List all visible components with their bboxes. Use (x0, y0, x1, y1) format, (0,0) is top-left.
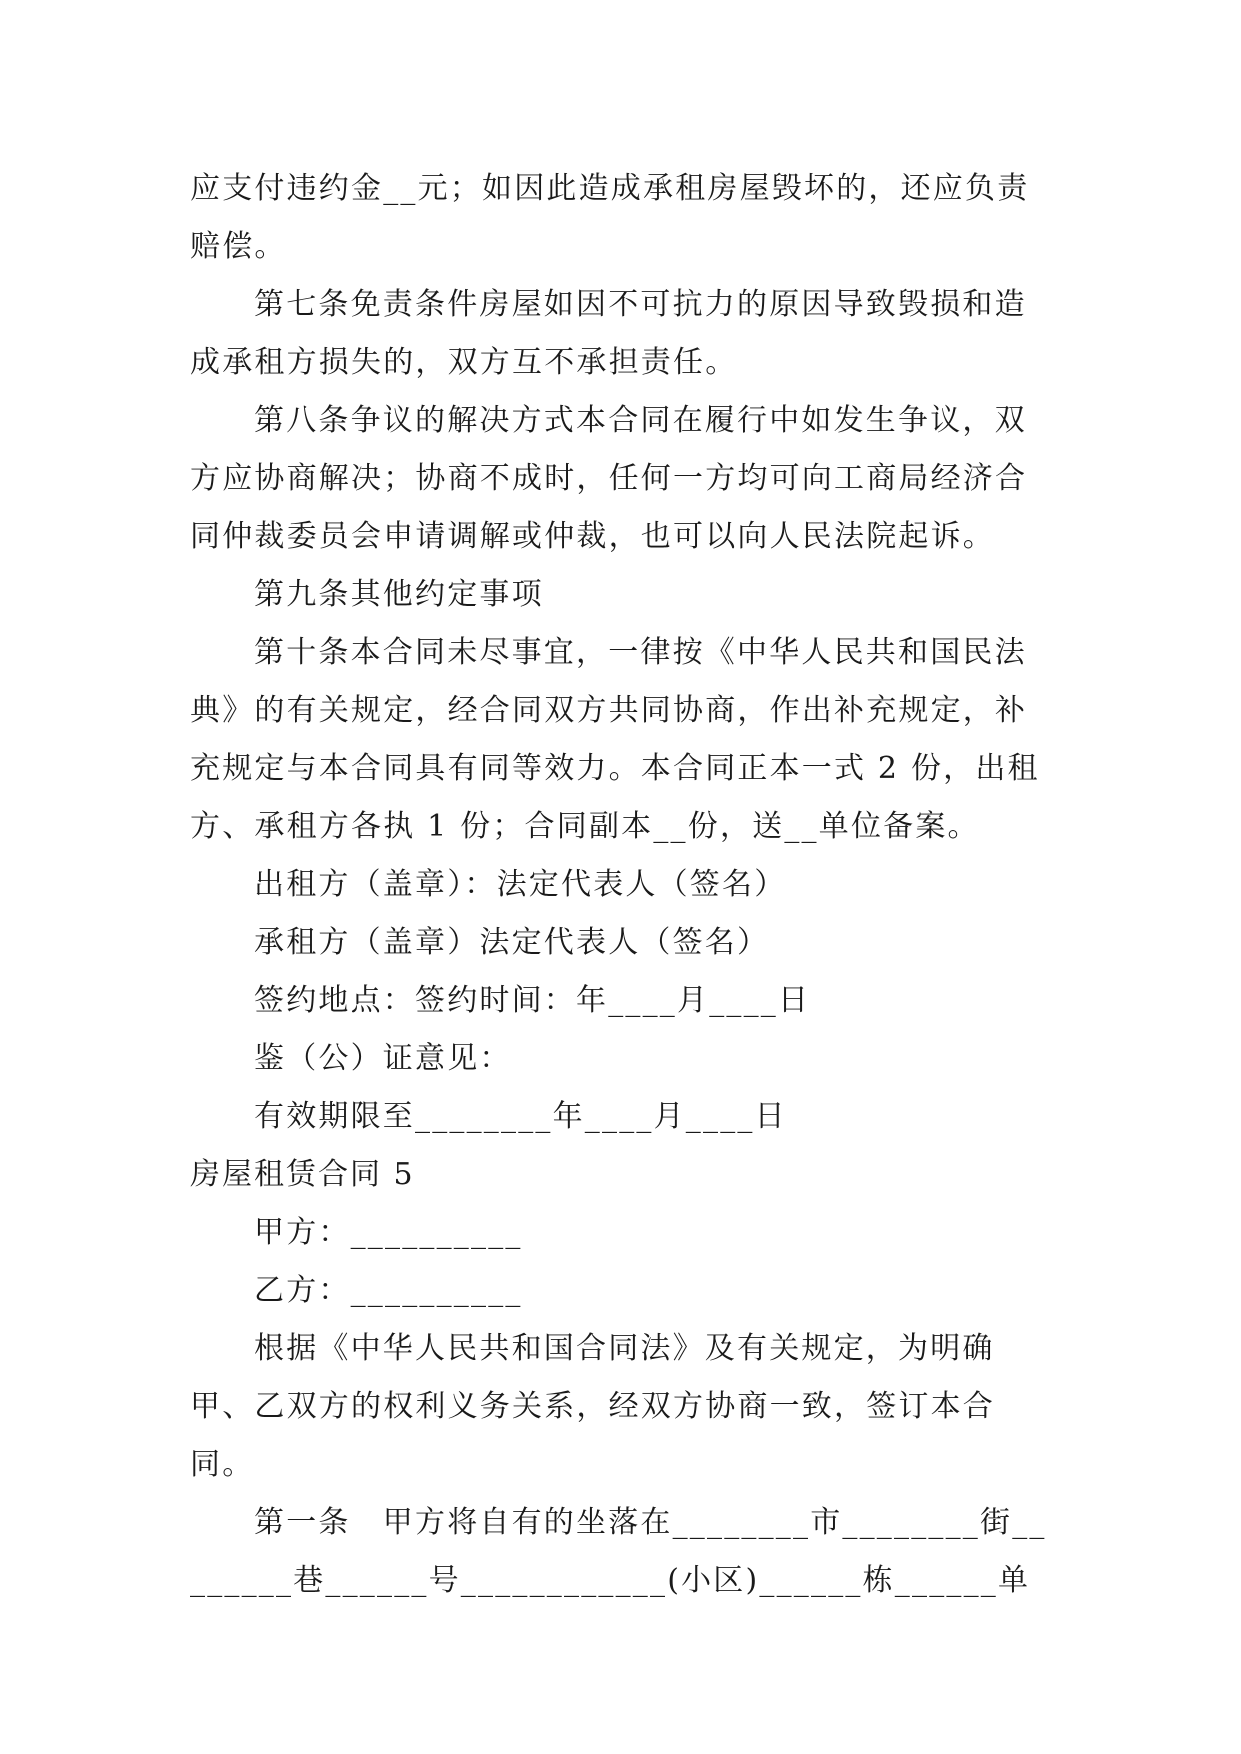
party-b-line: 乙方：__________ (254, 1273, 523, 1308)
lessor-signature-line: 出租方（盖章）：法定代表人（签名） (254, 867, 787, 902)
party-a-line: 甲方：__________ (254, 1215, 523, 1250)
document-body (190, 160, 1050, 1610)
paragraph-article-1: 第一条 甲方将自有的坐落在________市________街________巷______号____________(小区)______栋______单 (190, 1505, 1047, 1598)
paragraph-penalty-clause: 应支付违约金__元；如因此造成承租房屋毁坏的，还应负责赔偿。 (190, 171, 1030, 264)
paragraph-preamble: 根据《中华人民共和国合同法》及有关规定，为明确甲、乙双方的权利义务关系，经双方协商一致，签订本合同。 (190, 1331, 995, 1482)
contract-title: 房屋租赁合同 5 (190, 1157, 415, 1192)
notary-opinion-line: 鉴（公）证意见： (254, 1041, 512, 1076)
paragraph-article-7: 第七条免责条件房屋如因不可抗力的原因导致毁损和造成承租方损失的，双方互不承担责任。 (190, 287, 1027, 380)
paragraph-article-8: 第八条争议的解决方式本合同在履行中如发生争议，双方应协商解决；协商不成时，任何一方均可向工商局经济合同仲裁委员会申请调解或仲裁，也可以向人民法院起诉。 (190, 403, 1028, 554)
paragraph-article-9: 第九条其他约定事项 (254, 577, 544, 612)
signing-place-date-line: 签约地点：签约时间：年____月____日 (254, 983, 811, 1018)
paragraph-article-10: 第十条本合同未尽事宜，一律按《中华人民共和国民法典》的有关规定，经合同双方共同协商，作出补充规定，补充规定与本合同具有同等效力。本合同正本一式 2 份，出租方、承租方各执 1 份；合同副本__份，送__单位备案。 (190, 635, 1040, 844)
lessee-signature-line: 承租方（盖章）法定代表人（签名） (254, 925, 770, 960)
validity-period-line: 有效期限至________年____月____日 (254, 1099, 787, 1134)
